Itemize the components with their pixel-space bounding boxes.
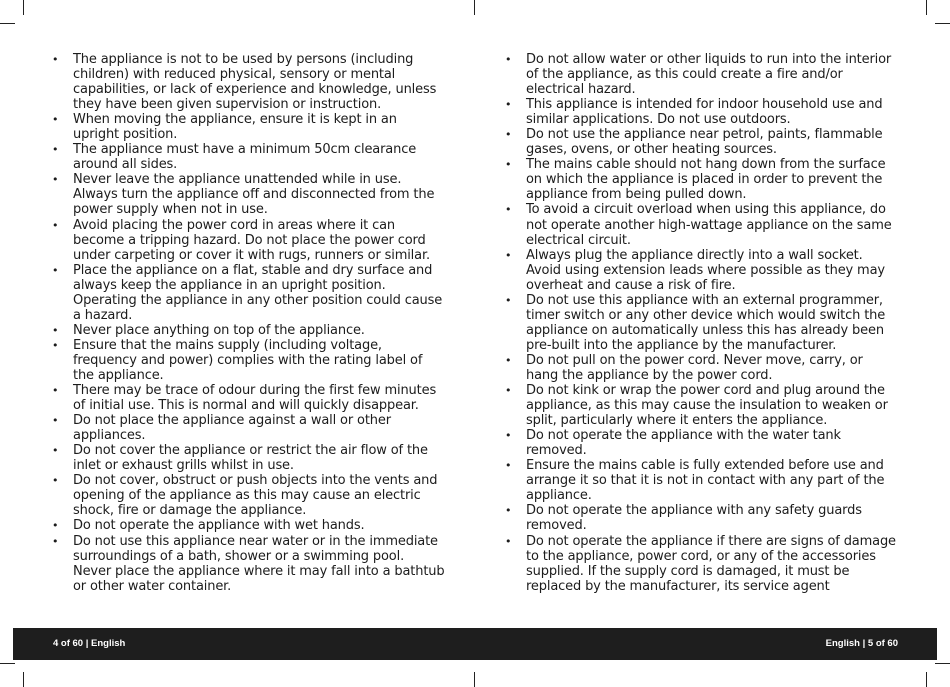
list-item: • Do not use this appliance near water or in the immediate surroundings of a bath, shower or a swimming pool. Never place the appliance where it may fall into a bathtub or other water container.	[52, 533, 445, 594]
crop-mark-top-center-v	[474, 0, 475, 15]
list-item: • There may be trace of odour during the first few minutes of initial use. This is normal and will quickly disappear.	[52, 383, 437, 414]
crop-mark-top-left-h	[0, 23, 15, 24]
list-item: • Do not pull on the power cord. Never move, carry, or hang the appliance by the power cord.	[505, 352, 863, 383]
list-item: • Never leave the appliance unattended while in use. Always turn the appliance off and disconnected from the power supply when not in use.	[52, 172, 435, 218]
footer-page-number-right: English | 5 of 60	[825, 638, 898, 649]
list-item: • Do not use this appliance with an external programmer, timer switch or any other device which would switch the appliance on automatically unless this has already been pre-built into the appliance by the manufacturer.	[505, 292, 886, 353]
crop-mark-bottom-right-h	[935, 663, 950, 664]
list-item: • Place the appliance on a flat, stable and dry surface and always keep the appliance in an upright position. Operating the appliance in any other position could cause a hazard.	[52, 262, 443, 323]
right-bullet-list	[504, 52, 896, 594]
list-item: • Do not use the appliance near petrol, paints, flammable gases, ovens, or other heating sources.	[505, 127, 883, 158]
list-item: • Avoid placing the power cord in areas where it can become a tripping hazard. Do not place the power cord under carpeting or cover it with rugs, runners or similar.	[52, 217, 430, 263]
list-item: • Do not cover, obstruct or push objects into the vents and opening of the appliance as this may cause an electric shock, fire or damage the appliance.	[52, 473, 438, 519]
list-item: • Do not operate the appliance with wet hands.	[52, 518, 365, 534]
list-item: • When moving the appliance, ensure it is kept in an upright position.	[52, 112, 397, 143]
left-bullet-list	[51, 52, 446, 594]
list-item: • Never place anything on top of the appliance.	[52, 322, 365, 338]
list-item: • To avoid a circuit overload when using this appliance, do not operate another high-wattage appliance on the same electrical circuit.	[505, 202, 892, 248]
list-item: • Always plug the appliance directly into a wall socket. Avoid using extension leads where possible as they may overheat and cause a risk of fire.	[505, 247, 885, 293]
crop-mark-top-left-v	[23, 0, 24, 15]
crop-mark-top-right-v	[926, 0, 927, 15]
list-item: • Ensure the mains cable is fully extended before use and arrange it so that it is not in contact with any part of the appliance.	[505, 458, 885, 504]
list-item: • Do not operate the appliance if there are signs of damage to the appliance, power cord, or any of the accessories supplied. If the supply cord is damaged, it must be replaced by the manufacturer, its service agent	[505, 533, 896, 594]
crop-mark-bottom-left-v	[23, 672, 24, 687]
list-item: • Do not allow water or other liquids to run into the interior of the appliance, as this could create a fire and/or electrical hazard.	[505, 52, 892, 98]
left-column	[51, 52, 446, 594]
right-column	[504, 52, 896, 594]
footer-page-number-left: 4 of 60 | English	[53, 638, 126, 649]
list-item: • Do not operate the appliance with the water tank removed.	[505, 428, 841, 459]
list-item: • Do not kink or wrap the power cord and plug around the appliance, as this may cause the insulation to weaken or split, particularly where it enters the appliance.	[505, 383, 888, 429]
page-footer-bar	[13, 628, 937, 660]
crop-mark-bottom-center-v	[474, 672, 475, 687]
list-item: • Do not cover the appliance or restrict the air flow of the inlet or exhaust grills whilst in use.	[52, 443, 428, 474]
list-item: • Do not operate the appliance with any safety guards removed.	[505, 503, 862, 534]
crop-mark-bottom-left-h	[0, 663, 15, 664]
crop-mark-bottom-right-v	[926, 672, 927, 687]
list-item: • The appliance is not to be used by persons (including children) with reduced physical, sensory or mental capabilities, or lack of experience and knowledge, unless they have been given supervision or instruction.	[52, 52, 437, 113]
list-item: • This appliance is intended for indoor household use and similar applications. Do not use outdoors.	[505, 97, 883, 128]
crop-mark-top-right-h	[935, 23, 950, 24]
list-item: • Ensure that the mains supply (including voltage, frequency and power) complies with the rating label of the appliance.	[52, 337, 423, 383]
list-item: • Do not place the appliance against a wall or other appliances.	[52, 413, 391, 444]
list-item: • The mains cable should not hang down from the surface on which the appliance is placed in order to prevent the appliance from being pulled down.	[505, 157, 886, 203]
list-item: • The appliance must have a minimum 50cm clearance around all sides.	[52, 142, 417, 173]
